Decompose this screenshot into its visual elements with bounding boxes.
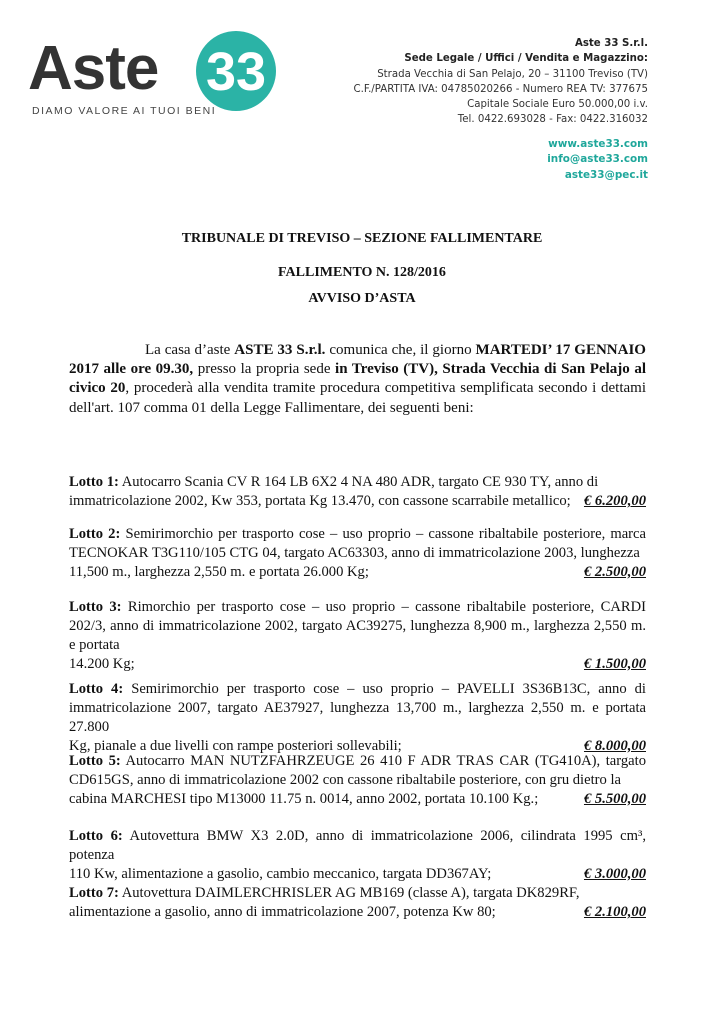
- tribunale-heading: TRIBUNALE DI TREVISO – SEZIONE FALLIMENTARE: [181, 231, 543, 246]
- logo-tagline: DIAMO VALORE AI TUOI BENI: [32, 105, 217, 117]
- lotto-price: € 3.000,00: [583, 865, 646, 882]
- pec-link[interactable]: aste33@pec.it: [564, 168, 648, 181]
- intro-paragraph: [69, 341, 646, 418]
- company-name: Aste 33 S.r.l.: [574, 38, 648, 49]
- fallimento-heading: FALLIMENTO N. 128/2016: [278, 265, 446, 280]
- website-link[interactable]: www.aste33.com: [548, 138, 648, 150]
- intro-text-3: presso la propria sede: [193, 361, 336, 378]
- lotto-text-end: cabina MARCHESI tipo M13000 11.75 n. 0014, anno 2002, portata 10.100 Kg.;: [69, 790, 539, 807]
- company-address: Strada Vecchia di San Pelajo, 20 – 31100 Treviso (TV): [377, 68, 648, 80]
- logo-33-badge: [194, 30, 278, 112]
- lotto-label: Lotto 5:: [69, 753, 121, 769]
- company-piva: C.F./PARTITA IVA: 04785020266 - Numero REA TV: 377675: [353, 83, 648, 95]
- company-capitale: Capitale Sociale Euro 50.000,00 i.v.: [467, 99, 648, 111]
- lotto-text-end: 14.200 Kg;: [69, 655, 135, 672]
- lotto-5: [69, 752, 646, 809]
- intro-text-1: La casa d’aste: [145, 342, 235, 358]
- lotto-label: Lotto 1:: [69, 474, 119, 490]
- lotto-text-end: immatricolazione 2002, Kw 353, portata Kg 13.470, con cassone scarrabile metallico;: [69, 492, 571, 509]
- lotto-price: € 1.500,00: [583, 655, 646, 672]
- email-link[interactable]: info@aste33.com: [547, 153, 648, 166]
- intro-text-4: , procederà alla vendita tramite procedura competitiva semplificata secondo i dettami dell'art. 107 comma 01 della Legge Fallimentare, dei seguenti beni:: [69, 380, 646, 416]
- lotto-text-end: Kg, pianale a due livelli con rampe posteriori sollevabili;: [69, 737, 402, 754]
- intro-text-2: comunica che, il giorno: [325, 342, 476, 358]
- lotto-label: Lotto 4:: [69, 681, 124, 697]
- lotto-price: € 2.500,00: [583, 563, 646, 580]
- lotto-text-end: 110 Kw, alimentazione a gasolio, cambio meccanico, targata DD367AY;: [69, 865, 492, 882]
- lotto-text-end: 11,500 m., larghezza 2,550 m. e portata 26.000 Kg;: [69, 563, 369, 580]
- lotto-label: Lotto 6:: [69, 828, 123, 844]
- lotto-price: € 6.200,00: [583, 492, 646, 509]
- company-info: [354, 36, 649, 128]
- lotto-text: Autovettura BMW X3 2.0D, anno di immatricolazione 2006, cilindrata 1995 cm³, potenza: [69, 828, 647, 863]
- lotto-text: Semirimorchio per trasporto cose – uso proprio – cassone ribaltabile posteriore, marca TECNOKAR T3G110/105 CTG 04, targato AC63303, anno di immatricolazione 2003, lunghezza: [69, 526, 646, 561]
- lotto-2: [69, 525, 646, 582]
- intro-location: in Treviso (TV), Strada Vecchia di San Pelajo al civico 20: [69, 361, 646, 397]
- lotto-text: Autocarro MAN NUTZFAHRZEUGE 26 410 F ADR TRAS CAR (TG410A), targato CD615GS, anno di immatricolazione 2002 con cassone ribaltabile posteriore, con gru dietro la: [69, 753, 646, 788]
- lotto-text: Semirimorchio per trasporto cose – uso proprio – PAVELLI 3S36B13C, anno di immatricolazione 2007, targato AE37927, lunghezza 13,700 m., larghezza 2,550 m. e portata 27.800: [69, 681, 646, 735]
- lotto-4: [69, 680, 646, 756]
- lotto-text: Autovettura DAIMLERCHRISLER AG MB169 (classe A), targata DK829RF,: [121, 885, 580, 901]
- aste33-logo: [28, 30, 278, 125]
- logo-word: Aste: [28, 34, 159, 103]
- intro-company: ASTE 33 S.r.l.: [234, 342, 326, 358]
- lotto-label: Lotto 2:: [69, 526, 121, 542]
- company-sede: Sede Legale / Uffici / Vendita e Magazzino:: [404, 53, 648, 65]
- lotto-text: Rimorchio per trasporto cose – uso proprio – cassone ribaltabile posteriore, CARDI 202/3, anno di immatricolazione 2002, targato AC39275, lunghezza 8,900 m., larghezza 2,550 m. e portata: [69, 599, 647, 653]
- lotto-text-end: alimentazione a gasolio, anno di immatricolazione 2007, potenza Kw 80;: [69, 903, 496, 920]
- lotto-label: Lotto 3:: [69, 599, 122, 615]
- lotto-text: Autocarro Scania CV R 164 LB 6X2 4 NA 480 ADR, targato CE 930 TY, anno di: [121, 474, 599, 490]
- logo-number: 33: [205, 42, 267, 102]
- avviso-heading: AVVISO D’ASTA: [308, 291, 416, 306]
- intro-date: MARTEDI’ 17 GENNAIO 2017 alle ore 09.30,: [69, 342, 646, 378]
- lotto-3: [69, 598, 646, 674]
- company-contacts: [547, 137, 648, 183]
- lotto-price: € 5.500,00: [583, 790, 646, 807]
- company-tel: Tel. 0422.693028 - Fax: 0422.316032: [457, 114, 648, 126]
- lotto-1: [69, 473, 646, 511]
- lotto-price: € 8.000,00: [583, 737, 646, 754]
- lotto-7: [69, 884, 646, 922]
- lotto-price: € 2.100,00: [583, 903, 646, 920]
- lotto-label: Lotto 7:: [69, 885, 119, 901]
- lotto-6: [69, 827, 646, 884]
